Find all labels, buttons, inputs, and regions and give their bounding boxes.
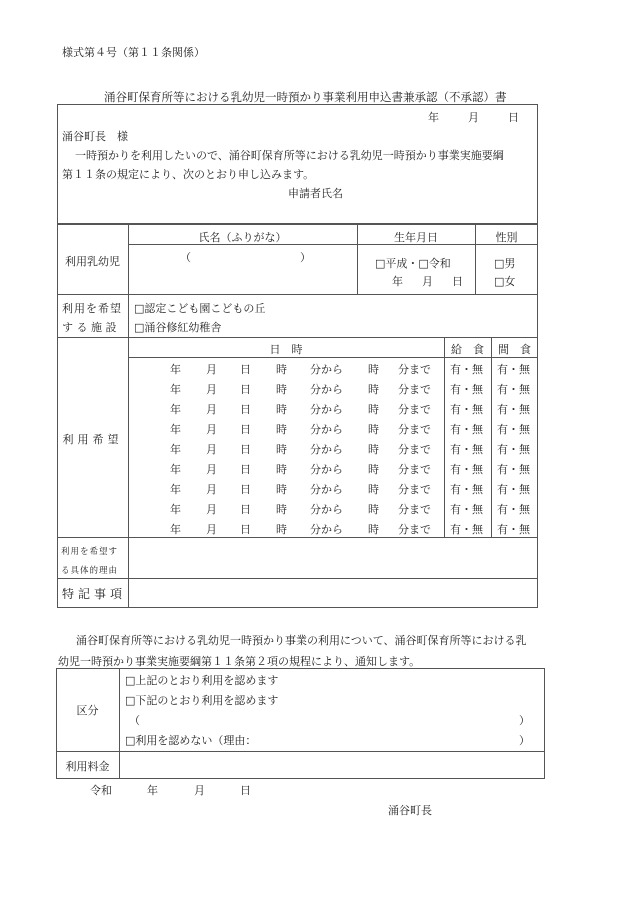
usage-cell: 月 (206, 483, 217, 496)
usage-cell: 年 (170, 443, 181, 456)
footer-day: 日 (240, 784, 251, 797)
issuer: 涌谷町長 (388, 804, 432, 817)
approve-condition-close-paren: ） (519, 714, 530, 727)
usage-cell: 年 (170, 483, 181, 496)
lunch-choice[interactable]: 有・無 (450, 503, 483, 516)
application-date-month: 月 (468, 111, 479, 124)
usage-cell: 年 (170, 463, 181, 476)
application-section (57, 104, 538, 224)
reason-label-line1: 利用を希望す (61, 547, 119, 557)
usage-cell: 時 (276, 383, 287, 396)
application-body-line1: 一時預かりを利用したいので、涌谷町保育所等における乳幼児一時預かり事業実施要綱 (75, 149, 504, 162)
approve-condition-open-paren: （ (129, 714, 140, 727)
lunch-choice[interactable]: 有・無 (450, 363, 483, 376)
usage-cell: 分まで (398, 523, 431, 536)
usage-cell: 年 (170, 503, 181, 516)
application-body-line2: 第１１条の規定により、次のとおり申し込みます。 (62, 168, 315, 181)
usage-cell: 月 (206, 363, 217, 376)
usage-cell: 分から (310, 443, 343, 456)
lunch-choice[interactable]: 有・無 (450, 423, 483, 436)
footer-year: 年 (147, 784, 158, 797)
notification-text-line2: 幼児一時預かり事業実施要綱第１１条第２項の規程により、通知します。 (58, 655, 421, 668)
lunch-choice[interactable]: 有・無 (450, 483, 483, 496)
usage-cell: 分から (310, 523, 343, 536)
usage-cell: 分から (310, 403, 343, 416)
reason-section (57, 537, 538, 579)
usage-cell: 分から (310, 463, 343, 476)
usage-cell: 月 (206, 443, 217, 456)
usage-cell: 分から (310, 483, 343, 496)
usage-cell: 時 (368, 483, 379, 496)
usage-cell: 分まで (398, 403, 431, 416)
facility-option-kodomonooka[interactable]: □認定こども園こどもの丘 (134, 302, 266, 315)
facility-label-line1: 利用を希望 (62, 302, 122, 315)
usage-cell: 時 (368, 503, 379, 516)
form-number: 様式第４号（第１１条関係） (62, 46, 205, 59)
sex-option-female[interactable]: □女 (494, 275, 516, 288)
usage-cell: 日 (240, 523, 251, 536)
usage-cell: 時 (276, 423, 287, 436)
usage-cell: 時 (276, 443, 287, 456)
snack-choice[interactable]: 有・無 (497, 403, 530, 416)
sex-header: 性別 (495, 231, 518, 244)
lunch-choice[interactable]: 有・無 (450, 383, 483, 396)
lunch-choice[interactable]: 有・無 (450, 523, 483, 536)
usage-cell: 月 (206, 503, 217, 516)
lunch-choice[interactable]: 有・無 (450, 403, 483, 416)
usage-cell: 日 (240, 363, 251, 376)
usage-row-label: 利用希望 (62, 433, 123, 446)
usage-header-lunch: 給 食 (451, 343, 484, 356)
sex-option-male[interactable]: □男 (494, 257, 516, 270)
dob-header: 生年月日 (394, 231, 438, 244)
usage-cell: 時 (368, 463, 379, 476)
reason-label-line2: る具体的理由 (61, 566, 119, 576)
snack-choice[interactable]: 有・無 (497, 523, 530, 536)
usage-cell: 月 (206, 403, 217, 416)
document-title: 涌谷町保育所等における乳幼児一時預かり事業利用申込書兼承認（不承認）書 (104, 90, 507, 104)
usage-cell: 年 (170, 403, 181, 416)
child-row-label: 利用乳幼児 (65, 255, 120, 268)
addressee: 涌谷町長 様 (62, 130, 128, 143)
footer-era: 令和 (90, 784, 112, 797)
usage-cell: 分まで (398, 463, 431, 476)
usage-cell: 日 (240, 443, 251, 456)
name-open-paren: （ (180, 251, 191, 264)
facility-section (57, 294, 538, 338)
lunch-choice[interactable]: 有・無 (450, 463, 483, 476)
usage-cell: 分まで (398, 483, 431, 496)
usage-cell: 時 (368, 363, 379, 376)
usage-cell: 月 (206, 463, 217, 476)
deny-reason-close-paren: ） (519, 734, 530, 747)
application-date-year: 年 (428, 111, 439, 124)
usage-cell: 月 (206, 523, 217, 536)
dob-day: 日 (452, 275, 463, 288)
usage-cell: 時 (276, 483, 287, 496)
usage-cell: 日 (240, 423, 251, 436)
category-label: 区分 (76, 704, 99, 717)
usage-cell: 時 (276, 503, 287, 516)
usage-cell: 時 (276, 463, 287, 476)
facility-label-line2: す る 施 設 (62, 321, 117, 334)
usage-header-datetime: 日 時 (269, 343, 303, 356)
usage-cell: 時 (368, 403, 379, 416)
usage-cell: 分から (310, 423, 343, 436)
fee-section (56, 751, 545, 779)
usage-cell: 月 (206, 383, 217, 396)
usage-cell: 月 (206, 423, 217, 436)
usage-cell: 年 (170, 363, 181, 376)
applicant-name-label: 申請者氏名 (288, 187, 343, 200)
name-header: 氏名（ふりがな） (198, 231, 287, 244)
usage-cell: 分から (310, 503, 343, 516)
usage-cell: 年 (170, 523, 181, 536)
snack-choice[interactable]: 有・無 (497, 423, 530, 436)
usage-cell: 日 (240, 483, 251, 496)
usage-cell: 日 (240, 383, 251, 396)
usage-cell: 日 (240, 463, 251, 476)
usage-cell: 分まで (398, 503, 431, 516)
snack-choice[interactable]: 有・無 (497, 483, 530, 496)
usage-cell: 時 (276, 523, 287, 536)
usage-cell: 時 (276, 403, 287, 416)
usage-header-snack: 間 食 (498, 343, 531, 356)
usage-cell: 時 (276, 363, 287, 376)
snack-choice[interactable]: 有・無 (497, 363, 530, 376)
usage-cell: 分まで (398, 443, 431, 456)
notes-label: 特記事項 (62, 587, 127, 601)
usage-cell: 分まで (398, 363, 431, 376)
lunch-choice[interactable]: 有・無 (450, 443, 483, 456)
notes-section (57, 578, 538, 608)
usage-cell: 分まで (398, 423, 431, 436)
facility-option-shuko[interactable]: □涌谷修紅幼稚舎 (134, 321, 222, 334)
snack-choice[interactable]: 有・無 (497, 503, 530, 516)
notification-text-line1: 涌谷町保育所等における乳幼児一時預かり事業の利用について、涌谷町保育所等における乳 (76, 634, 527, 647)
usage-cell: 時 (368, 443, 379, 456)
usage-cell: 時 (368, 423, 379, 436)
dob-month: 月 (422, 275, 433, 288)
snack-choice[interactable]: 有・無 (497, 383, 530, 396)
approve-as-above-checkbox[interactable]: □上記のとおり利用を認めます (125, 674, 279, 687)
deny-checkbox[interactable]: □利用を認めない（理由： (125, 734, 257, 747)
usage-cell: 分から (310, 363, 343, 376)
usage-cell: 年 (170, 383, 181, 396)
usage-cell: 日 (240, 503, 251, 516)
dob-era-checkbox[interactable]: □平成・□令和 (375, 257, 451, 270)
usage-cell: 日 (240, 403, 251, 416)
usage-cell: 年 (170, 423, 181, 436)
application-date-day: 日 (508, 111, 519, 124)
usage-cell: 時 (368, 383, 379, 396)
approve-as-below-checkbox[interactable]: □下記のとおり利用を認めます (125, 694, 279, 707)
usage-cell: 分から (310, 383, 343, 396)
usage-cell: 時 (368, 523, 379, 536)
name-close-paren: ） (300, 251, 311, 264)
fee-label: 利用料金 (65, 760, 110, 773)
snack-choice[interactable]: 有・無 (497, 443, 530, 456)
usage-cell: 分まで (398, 383, 431, 396)
dob-year: 年 (392, 275, 403, 288)
footer-month: 月 (194, 784, 205, 797)
snack-choice[interactable]: 有・無 (497, 463, 530, 476)
